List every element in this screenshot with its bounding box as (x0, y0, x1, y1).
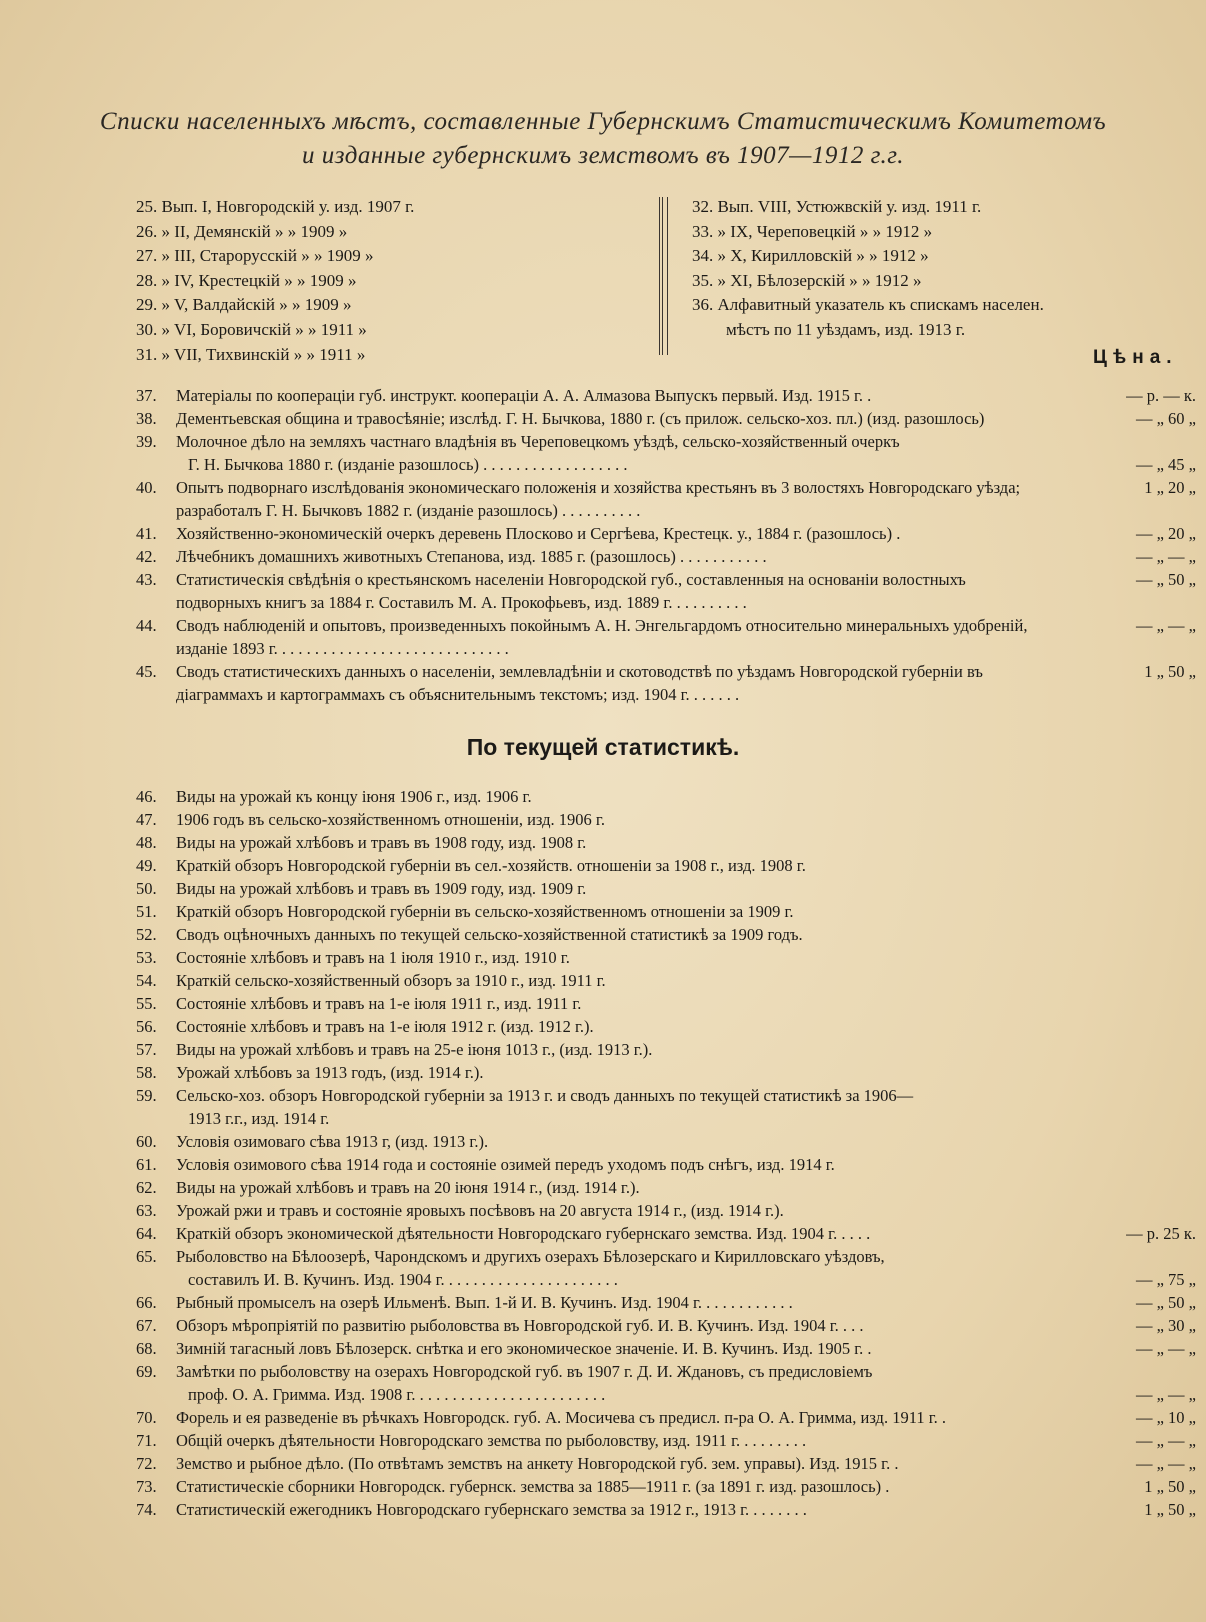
item-number: 71. (136, 1431, 157, 1450)
item-title: Краткій обзоръ экономической дѣятельности Новгородскаго губернскаго земства. Изд. 1904 г. . . . . (176, 1224, 871, 1243)
publication-item (136, 1452, 1196, 1475)
item-title: Краткій сельско-хозяйственный обзоръ за 1910 г., изд. 1911 г. (176, 971, 606, 990)
item-title: Дементьевская община и травосѣяніе; изслѣд. Г. Н. Бычкова, 1880 г. (съ прилож. сельско-хоз. пл.) (изд. разошлось) (176, 409, 985, 428)
publication-item (136, 900, 1196, 923)
item-price: — р. — к. (1126, 386, 1196, 405)
item-title: Рыболовство на Бѣлоозерѣ, Чарондскомъ и другихъ озерахъ Бѣлозерскаго и Кирилловскаго уѣздовъ, (176, 1247, 885, 1266)
list-item: 33. » IX, Череповецкій » » 1912 » (692, 221, 933, 241)
list-item: мѣстъ по 11 уѣздамъ, изд. 1913 г. (726, 319, 966, 339)
lists-left-column (136, 195, 656, 367)
item-price: — „ 10 „ (1135, 1408, 1196, 1427)
item-number: 39. (136, 432, 157, 451)
publication-item (136, 831, 1196, 854)
item-price: 1 „ 50 „ (1144, 1477, 1196, 1496)
item-title-continued: составилъ И. В. Кучинъ. Изд. 1904 г. . . . . . . . . . . . . . . . . . . . . . (188, 1270, 618, 1289)
publication-item (136, 1199, 1196, 1222)
item-title-continued: проф. О. А. Гримма. Изд. 1908 г. . . . . . . . . . . . . . . . . . . . . . . . (188, 1385, 606, 1404)
item-title: Виды на урожай хлѣбовъ и травъ въ 1909 году, изд. 1909 г. (176, 879, 587, 898)
item-number: 50. (136, 879, 157, 898)
item-number: 64. (136, 1224, 157, 1243)
list-item: 28. » IV, Крестецкій » » 1909 » (136, 270, 357, 290)
item-price: — р. 25 к. (1126, 1224, 1196, 1243)
item-number: 52. (136, 925, 157, 944)
item-title: Урожай хлѣбовъ за 1913 годъ, (изд. 1914 г.). (176, 1063, 484, 1082)
page-title-line-1: Списки населенныхъ мѣстъ, составленные Губернскимъ Статистическимъ Комитетомъ (99, 108, 1107, 135)
column-divider (659, 197, 660, 355)
item-number: 65. (136, 1247, 157, 1266)
publication-item (136, 877, 1196, 900)
publication-item (136, 785, 1196, 808)
item-title: Статистическія свѣдѣнія о крестьянскомъ населеніи Новгородской губ., составленныя на основаніи волостныхъ подворныхъ книгъ за 1884 г. Составилъ М. А. Прокофьевъ, изд. 1889 г. . . . . . . . . . (176, 570, 966, 612)
item-number: 40. (136, 478, 157, 497)
item-title: Состояніе хлѣбовъ и травъ на 1 іюля 1910 г., изд. 1910 г. (176, 948, 570, 967)
item-price: — „ 45 „ (1135, 455, 1196, 474)
item-title: Состояніе хлѣбовъ и травъ на 1-е іюля 1911 г., изд. 1911 г. (176, 994, 582, 1013)
item-title: Состояніе хлѣбовъ и травъ на 1-е іюля 1912 г. (изд. 1912 г.). (176, 1017, 594, 1036)
item-title: Молочное дѣло на земляхъ частнаго владѣнія въ Череповецкомъ уѣздѣ, сельско-хозяйственный очеркъ (176, 432, 900, 451)
publication-item (136, 808, 1196, 831)
item-title: Общій очеркъ дѣятельности Новгородскаго земства по рыболовству, изд. 1911 г. . . . . . . . . (176, 1431, 807, 1450)
item-number: 44. (136, 616, 157, 635)
item-price: — „ 30 „ (1135, 1316, 1196, 1335)
item-number: 48. (136, 833, 157, 852)
list-item: 30. » VI, Боровичскій » » 1911 » (136, 319, 367, 339)
publication-item (136, 1337, 1196, 1360)
item-title: Зимній тагасный ловъ Бѣлозерск. снѣтка и его экономическое значеніе. И. В. Кучинъ. Изд. 1905 г. . (176, 1339, 872, 1358)
publication-item (136, 1084, 1196, 1130)
publication-item (136, 545, 1196, 568)
item-number: 47. (136, 810, 157, 829)
item-number: 60. (136, 1132, 157, 1151)
list-item: 36. Алфавитный указатель къ спискамъ населен. (692, 295, 1044, 315)
publication-item (136, 522, 1196, 545)
item-title: Опытъ подворнаго изслѣдованія экономическаго положенія и хозяйства крестьянъ въ 3 волостяхъ Новгородскаго уѣзда; разработалъ Г. Н. Бычковъ 1882 г. (изданіе разошлось) . . . . . . . . . . (176, 478, 1021, 520)
item-title: Сводъ оцѣночныхъ данныхъ по текущей сельско-хозяйственной статистикѣ за 1909 годъ. (176, 925, 803, 944)
item-title-continued: 1913 г.г., изд. 1914 г. (188, 1109, 330, 1128)
publication-item (136, 1429, 1196, 1452)
item-number: 45. (136, 662, 157, 681)
item-number: 38. (136, 409, 157, 428)
list-item: 26. » II, Демянскій » » 1909 » (136, 221, 348, 241)
list-item: 35. » XI, Бѣлозерскій » » 1912 » (692, 270, 922, 290)
item-title: Краткій обзоръ Новгородской губерніи въ сел.-хозяйств. отношеніи за 1908 г., изд. 1908 г. (176, 856, 806, 875)
publication-item (136, 1130, 1196, 1153)
item-title: Условія озимового сѣва 1914 года и состояніе озимей передъ уходомъ подъ снѣгъ, изд. 1914 г. (176, 1155, 835, 1174)
list-item: 27. » III, Старорусскій » » 1909 » (136, 246, 374, 266)
item-price: — „ — „ (1135, 1431, 1196, 1450)
item-title: Земство и рыбное дѣло. (По отвѣтамъ земствъ на анкету Новгородской губ. зем. управы). Изд. 1915 г. . (176, 1454, 899, 1473)
item-number: 74. (136, 1500, 157, 1519)
item-price: — „ 20 „ (1135, 524, 1196, 543)
item-price: 1 „ 50 „ (1144, 662, 1196, 681)
item-number: 42. (136, 547, 157, 566)
item-title: Виды на урожай хлѣбовъ и травъ въ 1908 году, изд. 1908 г. (176, 833, 587, 852)
publication-item (136, 407, 1196, 430)
item-title: Лѣчебникъ домашнихъ животныхъ Степанова, изд. 1885 г. (разошлось) . . . . . . . . . . . (176, 547, 767, 566)
page-title-line-2: и изданные губернскимъ земствомъ въ 1907—1912 г.г. (302, 142, 904, 169)
publication-item (136, 476, 1196, 522)
item-price: — „ 60 „ (1135, 409, 1196, 428)
item-number: 58. (136, 1063, 157, 1082)
item-number: 73. (136, 1477, 157, 1496)
list-item: 25. Вып. I, Новгородскій у. изд. 1907 г. (136, 197, 415, 216)
item-number: 46. (136, 787, 157, 806)
item-price: — „ 50 „ (1135, 570, 1196, 589)
publication-item (136, 1153, 1196, 1176)
publication-item (136, 430, 1196, 476)
item-number: 41. (136, 524, 157, 543)
item-title: Обзоръ мѣропріятій по развитію рыболовства въ Новгородской губ. И. В. Кучинъ. Изд. 1904 г. . . . (176, 1316, 864, 1335)
publication-item (136, 1314, 1196, 1337)
item-number: 53. (136, 948, 157, 967)
publication-item (136, 854, 1196, 877)
item-number: 72. (136, 1454, 157, 1473)
item-price: — „ — „ (1135, 547, 1196, 566)
publication-item (136, 614, 1196, 660)
publication-item (136, 946, 1196, 969)
publication-item (136, 568, 1196, 614)
item-title: Сельско-хоз. обзоръ Новгородской губерніи за 1913 г. и сводъ данныхъ по текущей статистикѣ за 1906— (176, 1086, 914, 1105)
list-item: 31. » VII, Тихвинскій » » 1911 » (136, 344, 366, 364)
publication-item (136, 1015, 1196, 1038)
item-title: Краткій обзоръ Новгородской губерніи въ сельско-хозяйственномъ отношеніи за 1909 г. (176, 902, 794, 921)
item-number: 61. (136, 1155, 157, 1174)
item-number: 66. (136, 1293, 157, 1312)
item-title: Рыбный промыселъ на озерѣ Ильменѣ. Вып. 1-й И. В. Кучинъ. Изд. 1904 г. . . . . . . . . . . . (176, 1293, 793, 1312)
item-title: Виды на урожай хлѣбовъ и травъ на 25-е іюня 1013 г., (изд. 1913 г.). (176, 1040, 653, 1059)
publications-list-2 (136, 785, 1196, 1521)
publications-list-1 (136, 384, 1196, 706)
publication-item (136, 969, 1196, 992)
item-number: 54. (136, 971, 157, 990)
item-price: 1 „ 20 „ (1144, 478, 1196, 497)
publication-item (136, 1176, 1196, 1199)
item-title: Матеріалы по коопераціи губ. инструкт. коопераціи А. А. Алмазова Выпускъ первый. Изд. 1915 г. . (176, 386, 872, 405)
section-heading: По текущей статистикѣ. (466, 734, 740, 760)
item-price: 1 „ 50 „ (1144, 1500, 1196, 1519)
price-column-heading: Цѣна. (1093, 347, 1178, 368)
item-number: 62. (136, 1178, 157, 1197)
item-number: 56. (136, 1017, 157, 1036)
item-title: Хозяйственно-экономическій очеркъ деревень Плосково и Сергѣева, Крестецк. у., 1884 г. (разошлось) . (176, 524, 901, 543)
item-number: 59. (136, 1086, 157, 1105)
item-number: 55. (136, 994, 157, 1013)
item-title: Статистическій ежегодникъ Новгородскаго губернскаго земства за 1912 г., 1913 г. . . . . . . . (176, 1500, 807, 1519)
item-price: — „ — „ (1135, 1454, 1196, 1473)
item-price: — „ — „ (1135, 616, 1196, 635)
publication-item (136, 1291, 1196, 1314)
item-title-continued: Г. Н. Бычкова 1880 г. (изданіе разошлось) . . . . . . . . . . . . . . . . . . (188, 455, 628, 474)
item-price: — „ 75 „ (1135, 1270, 1196, 1289)
item-number: 68. (136, 1339, 157, 1358)
lists-right-column (692, 195, 1172, 343)
publication-item (136, 660, 1196, 706)
item-number: 51. (136, 902, 157, 921)
list-item: 32. Вып. VIII, Устюжвскій у. изд. 1911 г. (692, 197, 982, 216)
item-title: Виды на урожай хлѣбовъ и травъ на 20 іюня 1914 г., (изд. 1914 г.). (176, 1178, 640, 1197)
item-number: 49. (136, 856, 157, 875)
item-title: Замѣтки по рыболовству на озерахъ Новгородской губ. въ 1907 г. Д. И. Ждановъ, съ предисловіемъ (176, 1362, 873, 1381)
item-number: 67. (136, 1316, 157, 1335)
item-title: Статистическіе сборники Новгородск. губернск. земства за 1885—1911 г. (за 1891 г. изд. разошлось) . (176, 1477, 890, 1496)
item-price: — „ — „ (1135, 1339, 1196, 1358)
item-price: — „ 50 „ (1135, 1293, 1196, 1312)
item-number: 37. (136, 386, 157, 405)
item-title: 1906 годъ въ сельско-хозяйственномъ отношеніи, изд. 1906 г. (176, 810, 605, 829)
list-item: 34. » X, Кирилловскій » » 1912 » (692, 246, 929, 266)
list-item: 29. » V, Валдайскій » » 1909 » (136, 295, 352, 315)
publication-item (136, 384, 1196, 407)
publication-item (136, 1475, 1196, 1498)
item-price: — „ — „ (1135, 1385, 1196, 1404)
item-number: 70. (136, 1408, 157, 1427)
publication-item (136, 1222, 1196, 1245)
item-title: Виды на урожай къ концу іюня 1906 г., изд. 1906 г. (176, 787, 532, 806)
item-number: 57. (136, 1040, 157, 1059)
item-title: Сводъ статистическихъ данныхъ о населеніи, землевладѣніи и скотоводствѣ по уѣздамъ Новгородской губерніи въ діаграммахъ и картограммахъ съ объяснительнымъ текстомъ; изд. 1904 г. . . . . . . (176, 662, 983, 704)
item-number: 63. (136, 1201, 157, 1220)
item-title: Сводъ наблюденій и опытовъ, произведенныхъ покойнымъ А. Н. Энгельгардомъ относительно минеральныхъ удобреній, изданіе 1893 г. . . . . . . . . . . . . . . . . . . . . . . . . . . . . (176, 616, 1028, 658)
item-title: Форель и ея разведеніе въ рѣчкахъ Новгородск. губ. А. Мосичева съ предисл. п-ра О. А. Гримма, изд. 1911 г. . (176, 1408, 946, 1427)
publication-item (136, 1360, 1196, 1406)
publication-item (136, 1406, 1196, 1429)
item-number: 69. (136, 1362, 157, 1381)
publication-item (136, 1061, 1196, 1084)
publication-item (136, 923, 1196, 946)
item-title: Урожай ржи и травъ и состояніе яровыхъ посѣвовъ на 20 августа 1914 г., (изд. 1914 г.). (176, 1201, 784, 1220)
publication-item (136, 1038, 1196, 1061)
item-title: Условія озимоваго сѣва 1913 г, (изд. 1913 г.). (176, 1132, 489, 1151)
column-divider (662, 197, 668, 355)
publication-item (136, 1245, 1196, 1291)
publication-item (136, 1498, 1196, 1521)
publication-item (136, 992, 1196, 1015)
item-number: 43. (136, 570, 157, 589)
